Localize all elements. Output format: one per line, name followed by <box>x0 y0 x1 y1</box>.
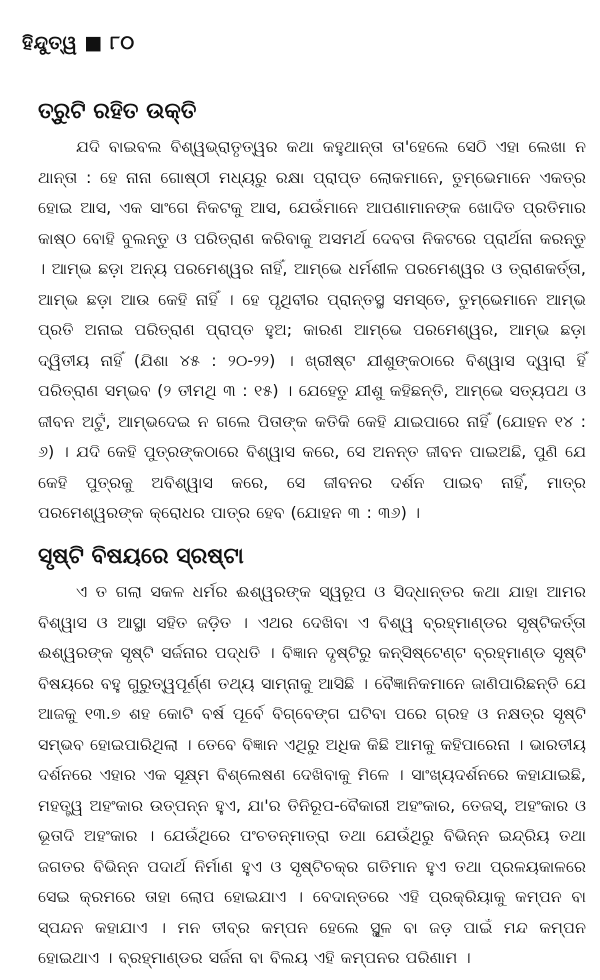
section-heading: ତ୍ରୁଟି ରହିତ ଉକ୍ତି <box>38 99 197 124</box>
section-paragraph: ଏ ତ ଗଲା ସକଳ ଧର୍ମର ଈଶ୍ୱରଙ୍କ ସ୍ୱରୂପ ଓ ସିଦ୍ଧାନ୍ତର କଥା ଯାହା ଆମର ବିଶ୍ୱାସ ଓ ଆସ୍ଥା ସହିତ ଜଡ଼ିତ । ଏଥର ଦେଖିବା ଏ ବିଶ୍ୱ ବ୍ରହ୍ମାଣ୍ଡର ସୃଷ୍ଟିକର୍ତ୍ତା ଈଶ୍ୱରଙ୍କ ସୃଷ୍ଟି ସର୍ଜନାର ପଦ୍ଧତି । ବିଜ୍ଞାନ ଦୃଷ୍ଟିରୁ କନ୍‌ସିଷ୍ଟେଣ୍ଟ ବ୍ରହ୍ମାଣ୍ଡ ସୃଷ୍ଟି ବିଷୟରେ ବହୁ ଗୁରୁତ୍ୱପୂର୍ଣ୍ଣ ତଥ୍ୟ ସାମ୍ନାକୁ ଆସିଛି । ବୈଜ୍ଞାନିକମାନେ ଜାଣିପାରିଛନ୍ତି ଯେ ଆଜକୁ ୧୩.୭ ଶହ କୋଟି ବର୍ଷ ପୂର୍ବେ ବିଗ୍‌ବେଙ୍ଗ ଘଟିବା ପରେ ଗ୍ରହ ଓ ନକ୍ଷତ୍ର ସୃଷ୍ଟି ସମ୍ଭବ ହୋଇପାରିଥିଲା । ତେବେ ବିଜ୍ଞାନ ଏଥିରୁ ଅଧିକ କିଛି ଆମକୁ କହିପାରେନା । ଭାରତୀୟ ଦର୍ଶନରେ ଏହାର ଏକ ସୂକ୍ଷ୍ମ ବିଶ୍ଲେଷଣ ଦେଖିବାକୁ ମିଳେ । ସାଂଖ୍ୟଦର୍ଶନରେ କହାଯାଇଛି, ମହତ୍ତ୍ୱ ଅହଂକାର ଉତ୍ପନ୍ନ ହୁଏ, ଯା'ର ତିନିରୂପ-ବୈକାରୀ ଅହଂକାର, ତେଜସ୍, ଅହଂକାର ଓ ଭୂତାଦି ଅହଂକାର । ଯେଉଁଥିରେ ପଂଚତନ୍ମାତ୍ରା ତଥା ଯେଉଁଥିରୁ ବିଭିନ୍ନ ଇନ୍ଦ୍ରିୟ ତଥା ଜଗତର ବିଭିନ୍ନ ପଦାର୍ଥ ନିର୍ମାଣ ହୁଏ ଓ ସୃଷ୍ଟିଚକ୍ର ଗତିମାନ ହୁଏ ତଥା ପ୍ରଳୟକାଳରେ ସେଇ କ୍ରମରେ ତାହା ଲୋପ ହୋଇଯାଏ । ବେଦାନ୍ତରେ ଏହି ପ୍ରକ୍ରିୟାକୁ କମ୍ପନ ବା ସ୍ପନ୍ଦନ କହାଯାଏ । ମନ ତୀବ୍ର କମ୍ପନ ହେଲେ ସ୍ଥୂଳ ବା ଜଡ଼ ପାଇଁ ମନ୍ଦ କମ୍ପନ ହୋଇଥାଏ । ବ୍ରହ୍ମାଣ୍ଡର ସର୍ଜନା ବା ବିଲୟ ଏହି କମ୍ପନର ପରିଣାମ । <box>38 582 586 967</box>
running-header: ହିନ୍ଦୁତ୍ୱ ■ ୮୦ <box>22 32 135 54</box>
section-creator-of-creation <box>0 537 600 974</box>
section-heading: ସୃଷ୍ଟି ବିଷୟରେ ସ୍ରଷ୍ଟା <box>38 544 244 569</box>
section-paragraph: ଯଦି ବାଇବଲ ବିଶ୍ୱଭ୍ରାତୃତ୍ୱର କଥା କହୁଥାନ୍ତା ତା'ହେଲେ ସେଠି ଏହା ଲେଖା ନ ଥାନ୍ତା : ହେ ନାନା ଗୋଷ୍ଠୀ ମଧ୍ୟରୁ ରକ୍ଷା ପ୍ରାପ୍ତ ଲୋକମାନେ, ତୁମ୍ଭେମାନେ ଏକତ୍ର ହୋଇ ଆସ, ଏକ ସାଂଗେ ନିକଟକୁ ଆସ, ଯେଉଁମାନେ ଆପଣାମାନଙ୍କ ଖୋଦିତ ପ୍ରତିମାର କାଷ୍ଠ ବୋହି ବୁଲନ୍ତୁ ଓ ପରିତ୍ରାଣ କରିବାକୁ ଅସମର୍ଥ ଦେବତା ନିକଟରେ ପ୍ରାର୍ଥନା କରନ୍ତୁ । ଆମ୍ଭ ଛଡ଼ା ଅନ୍ୟ ପରମେଶ୍ୱର ନାହିଁ, ଆମ୍ଭେ ଧର୍ମଶୀଳ ପରମେଶ୍ୱର ଓ ତ୍ରାଣକର୍ତ୍ତା, ଆମ୍ଭ ଛଡ଼ା ଆଉ କେହି ନାହିଁ । ହେ ପୃଥିବୀର ପ୍ରାନ୍ତସ୍ଥ ସମସ୍ତେ, ତୁମ୍ଭେମାନେ ଆମ୍ଭ ପ୍ରତି ଅନାଇ ପରିତ୍ରାଣ ପ୍ରାପ୍ତ ହୁଅ; କାରଣ ଆମ୍ଭେ ପରମେଶ୍ୱର, ଆମ୍ଭ ଛଡ଼ା ଦ୍ୱିତୀୟ ନାହିଁ (ଯିଶା ୪୫ : ୨୦-୨୨) । ଖ୍ରୀଷ୍ଟ ଯୀଶୁଙ୍କଠାରେ ବିଶ୍ୱାସ ଦ୍ୱାରା ହିଁ ପରିତ୍ରାଣ ସମ୍ଭବ (୨ ତୀମଥି ୩ : ୧୫) । ଯେହେତୁ ଯୀଶୁ କହିଛନ୍ତି, ଆମ୍ଭେ ସତ୍ୟପଥ ଓ ଜୀବନ ଅଟୁଁ, ଆମ୍ଭଦେଇ ନ ଗଲେ ପିତାଙ୍କ କତିକି କେହି ଯାଇପାରେ ନାହିଁ (ଯୋହନ ୧୪ : ୬) । ଯଦି କେହି ପୁତ୍ରଙ୍କଠାରେ ବିଶ୍ୱାସ କରେ, ସେ ଅନନ୍ତ ଜୀବନ ପାଇଅଛି, ପୁଣି ଯେ କେହି ପୁତ୍ରକୁ ଅବିଶ୍ୱାସ କରେ, ସେ ଜୀବନର ଦର୍ଶନ ପାଇବ ନାହିଁ, ମାତ୍ର ପରମେଶ୍ୱରଙ୍କ କ୍ରୋଧର ପାତ୍ର ହେବ (ଯୋହନ ୩ : ୩୬) । <box>38 137 586 522</box>
section-error-free-statement <box>0 92 600 529</box>
